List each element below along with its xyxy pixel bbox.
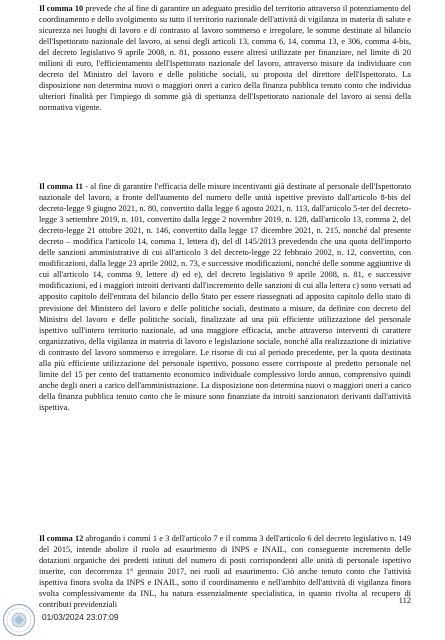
paragraph-comma-10 bbox=[39, 3, 411, 113]
paragraph-comma-11 bbox=[39, 181, 411, 413]
paragraph-text: abrogando i commi 1 e 3 dell'articolo 7 e il comma 3 dell'articolo 6 del decreto legislativo n. 149 del 2015, intende abolire il ruolo ad esaurimento di INPS e INAIL, con conseguente incremento delle dotazioni organiche dei predetti istituti del numero di posti corrispondenti alle unità di personale ispettivo inserite, con decorrenza 1° gennaio 2017, nei ruoli ad esaurimento. Ciò anche tenuto conto che l'attività ispettiva finora svolta da INPS e INAIL, sotto il coordinamento e nell'ambito dell'attività di vigilanza finora svolta complessivamente da INL, ha natura essenzialmente specialistica, in quanto rivolta al recupero di contributi previdenziali bbox=[39, 534, 412, 610]
paragraph-lead: Il comma 12 bbox=[39, 534, 84, 543]
paragraph-comma-12 bbox=[39, 533, 411, 610]
paragraph-text: - al fine di garantire l'efficacia delle misure incentivanti già destinate al personale dell'Ispettorato nazionale del lavoro, a fronte dell'aumento del numero delle unità ispettive previsto dall'articolo 8-bis del decreto-legge 9 giugno 2021, n. 80, convertito dalla legge 6 agosto 2021, n. 113, dall'articolo 5-ter del decreto-legge 3 settembre 2019, n. 101, convertito dalla legge 2 novembre 2019, n. 128, dall'articolo 13, comma 2, del decreto-legge 21 ottobre 2021, n. 146, convertito dalla legge 17 dicembre 2021, n. 215, nonché dal presente decreto – modifica l'articolo 14, comma 1, lettera d), del dl 145/2013 prevedendo che una quota dell'importo delle sanzioni amministrative di cui all'articolo 3 del decreto-legge 22 febbraio 2002, n. 12, convertito, con modificazioni, dalla legge 23 aprile 2002, n. 73, e successive modificazioni, nonché delle somme aggiuntive di cui all'articolo 14, comma 9, lettere d) ed e), del decreto legislativo 9 aprile 2008, n. 81, e successive modificazioni, ed i maggiori introiti derivanti dall'incremento delle sanzioni di cui alla lettera c) sono versati ad apposito capitolo dell'entrata del bilancio dello Stato per essere riassegnati ad apposito capitolo dello stato di previsione del Ministero del lavoro e delle politiche sociali, destinato a misure, da definire con decreto del Ministro del lavoro e delle politiche sociali, finalizzate ad una più efficiente utilizzazione del personale ispettivo sull'intero territorio nazionale, ad una maggiore efficacia, anche attraverso interventi di carattere organizzativo, della vigilanza in materia di lavoro e legislazione sociale, nonché alla realizzazione di iniziative di contrasto del lavoro sommerso e irregolare. Le risorse di cui al periodo precedente, per la quota destinata alla più efficiente utilizzazione del personale ispettivo, possono essere corrisposte al predetto personale nel limite del 15 per cento del trattamento economico individuale complessivo lordo annuo, comprensivo quindi anche degli oneri a carico dell'amministrazione. La disposizione non determina nuovi o maggiori oneri a carico della finanza pubblica tenuto conto che le misure sono finanziate da introiti sanzionatori derivanti dall'attività ispettiva. bbox=[39, 182, 411, 412]
paragraph-text: prevede che al fine di garantire un adeguato presidio del territorio attraverso il potenziamento del coordinamento e dello svolgimento su tutto il territorio nazionale dell'attività di vigilanza in materia di salute e sicurezza nei luoghi di lavoro e di contrasto al lavoro sommerso e irregolare, le somme destinate al bilancio dell'Ispettorato nazionale del lavoro, ai sensi degli articoli 13, comma 6, 14, comma 13, e 306, comma 4-bis, del decreto legislativo 9 aprile 2008, n. 81, possono essere altresì utilizzate per finanziare, nel limite di 20 milioni di euro, l'efficientamento dell'Ispettorato nazionale del lavoro, attraverso misure da individuare con decreto del Ministro del lavoro e delle politiche sociali, su proposta del direttore dell'Ispettorato. La disposizione non determina nuovi o maggiori oneri a carico della finanza pubblica tenuto conto che individua ulteriori finalità per l'impiego di somme già di spettanza dell'Ispettorato nazionale del lavoro ai sensi della normativa vigente. bbox=[39, 4, 412, 113]
seal-icon bbox=[2, 603, 36, 637]
timestamp: 01/03/2024 23:07:09 bbox=[42, 612, 119, 622]
paragraph-lead: Il comma 11 bbox=[39, 182, 83, 191]
paragraph-lead: Il comma 10 bbox=[39, 4, 84, 13]
page-number: 112 bbox=[398, 596, 411, 605]
